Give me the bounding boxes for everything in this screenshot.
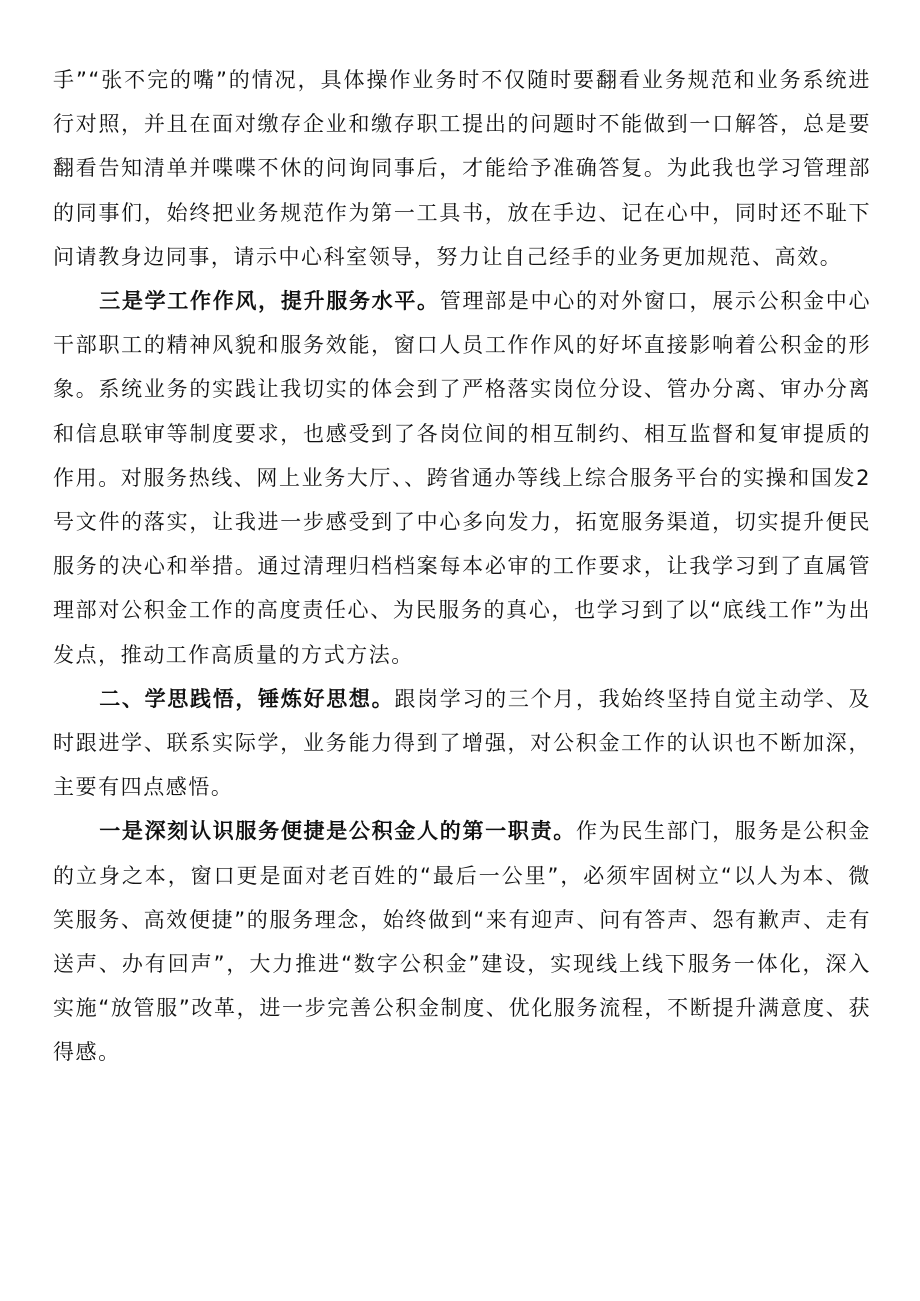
paragraph-2	[53, 279, 871, 677]
paragraph-4	[53, 809, 871, 1074]
paragraph-2-text: 管理部是中心的对外窗口，展示公积金中心干部职工的精神风貌和服务效能，窗口人员工作作风的好坏直接影响着公积金的形象。系统业务的实践让我切实的体会到了严格落实岗位分设、管办分离、审办分离和信息联审等制度要求，也感受到了各岗位间的相互制约、相互监督和复审提质的作用。对服务热线、网上业务大厅、、跨省通办等线上综合服务平台的实操和国发2号文件的落实，让我进一步感受到了中心多向发力，拓宽服务渠道，切实提升便民服务的决心和举措。通过清理归档档案每本必审的工作要求，让我学习到了直属管理部对公积金工作的高度责任心、为民服务的真心，也学习到了以“底线工作”为出发点，推动工作高质量的方式方法。	[53, 289, 872, 667]
paragraph-4-text: 作为民生部门，服务是公积金的立身之本，窗口更是面对老百姓的“最后一公里”，必须牢固树立“以人为本、微笑服务、高效便捷”的服务理念，始终做到“来有迎声、问有答声、怨有歉声、走有送声、办有回声”，大力推进“数字公积金”建设，实现线上线下服务一体化，深入实施“放管服”改革，进一步完善公积金制度、优化服务流程，不断提升满意度、获得感。	[53, 819, 871, 1065]
paragraph-2-heading: 三是学工作作风，提升服务水平。	[99, 289, 440, 314]
paragraph-4-heading: 一是深刻认识服务便捷是公积金人的第一职责。	[99, 819, 576, 844]
document-page	[53, 58, 871, 1075]
paragraph-1	[53, 58, 871, 279]
paragraph-3-heading: 二、学思践悟，锤炼好思想。	[99, 686, 395, 711]
paragraph-3-text: 跟岗学习的三个月，我始终坚持自觉主动学、及时跟进学、联系实际学，业务能力得到了增强，对公积金工作的认识也不断加深，主要有四点感悟。	[53, 686, 871, 800]
paragraph-1-text: 手”“张不完的嘴”的情况，具体操作业务时不仅随时要翻看业务规范和业务系统进行对照，并且在面对缴存企业和缴存职工提出的问题时不能做到一口解答，总是要翻看告知清单并喋喋不休的问询同事后，才能给予准确答复。为此我也学习管理部的同事们，始终把业务规范作为第一工具书，放在手边、记在心中，同时还不耻下问请教身边同事，请示中心科室领导，努力让自己经手的业务更加规范、高效。	[53, 68, 871, 269]
paragraph-3	[53, 677, 871, 810]
